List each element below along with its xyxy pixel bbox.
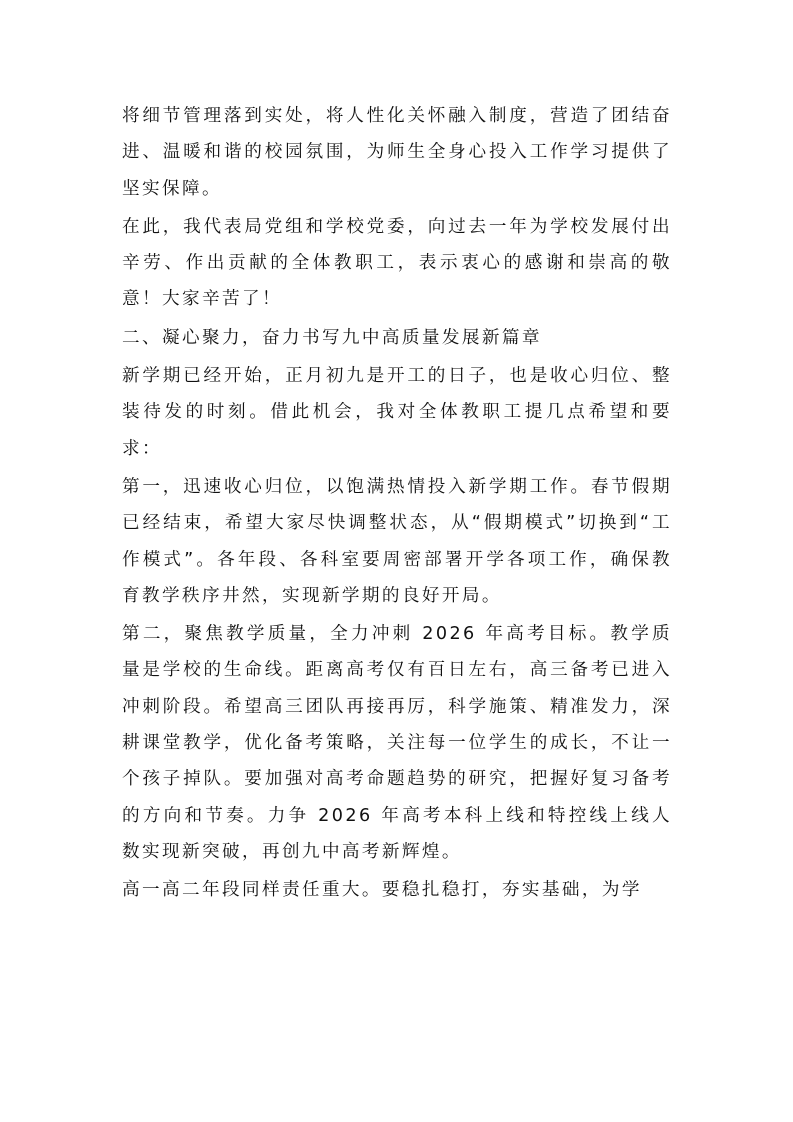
paragraph-thanks: 在此，我代表局党组和学校党委，向过去一年为学校发展付出辛劳、作出贡献的全体教职工，表示衷心的感谢和崇高的敬意！大家辛苦了！: [122, 216, 672, 310]
paragraph-campus-atmosphere: 将细节管理落到实处，将人性化关怀融入制度，营造了团结奋进、温暖和谐的校园氛围，为师生全身心投入工作学习提供了坚实保障。: [122, 106, 672, 199]
paragraph-point-one: 第一，迅速收心归位，以饱满热情投入新学期工作。春节假期已经结束，希望大家尽快调整状态，从“假期模式”切换到“工作模式”。各年段、各科室要周密部署开学各项工作，确保教育教学秩序井然，实现新学期的良好开局。: [122, 476, 672, 606]
paragraph-new-semester: 新学期已经开始，正月初九是开工的日子，也是收心归位、整装待发的时刻。借此机会，我对全体教职工提几点希望和要求：: [122, 366, 672, 459]
paragraph-grade-one-two: 高一高二年段同样责任重大。要稳扎稳打，夯实基础，为学: [122, 880, 642, 901]
paragraph-point-two: 第二，聚焦教学质量，全力冲刺 2026 年高考目标。教学质量是学校的生命线。距离高考仅有百日左右，高三备考已进入冲刺阶段。希望高三团队再接再厉，科学施策、精准发力，深耕课堂教学，优化备考策略，关注每一位学生的成长，不让一个孩子掉队。要加强对高考命题趋势的研究，把握好复习备考的方向和节奏。力争 2026 年高考本科上线和特控线上线人数实现新突破，再创九中高考新辉煌。: [122, 624, 672, 862]
section-heading-two: 二、凝心聚力，奋力书写九中高质量发展新篇章: [122, 327, 542, 348]
document-body: [122, 98, 672, 909]
